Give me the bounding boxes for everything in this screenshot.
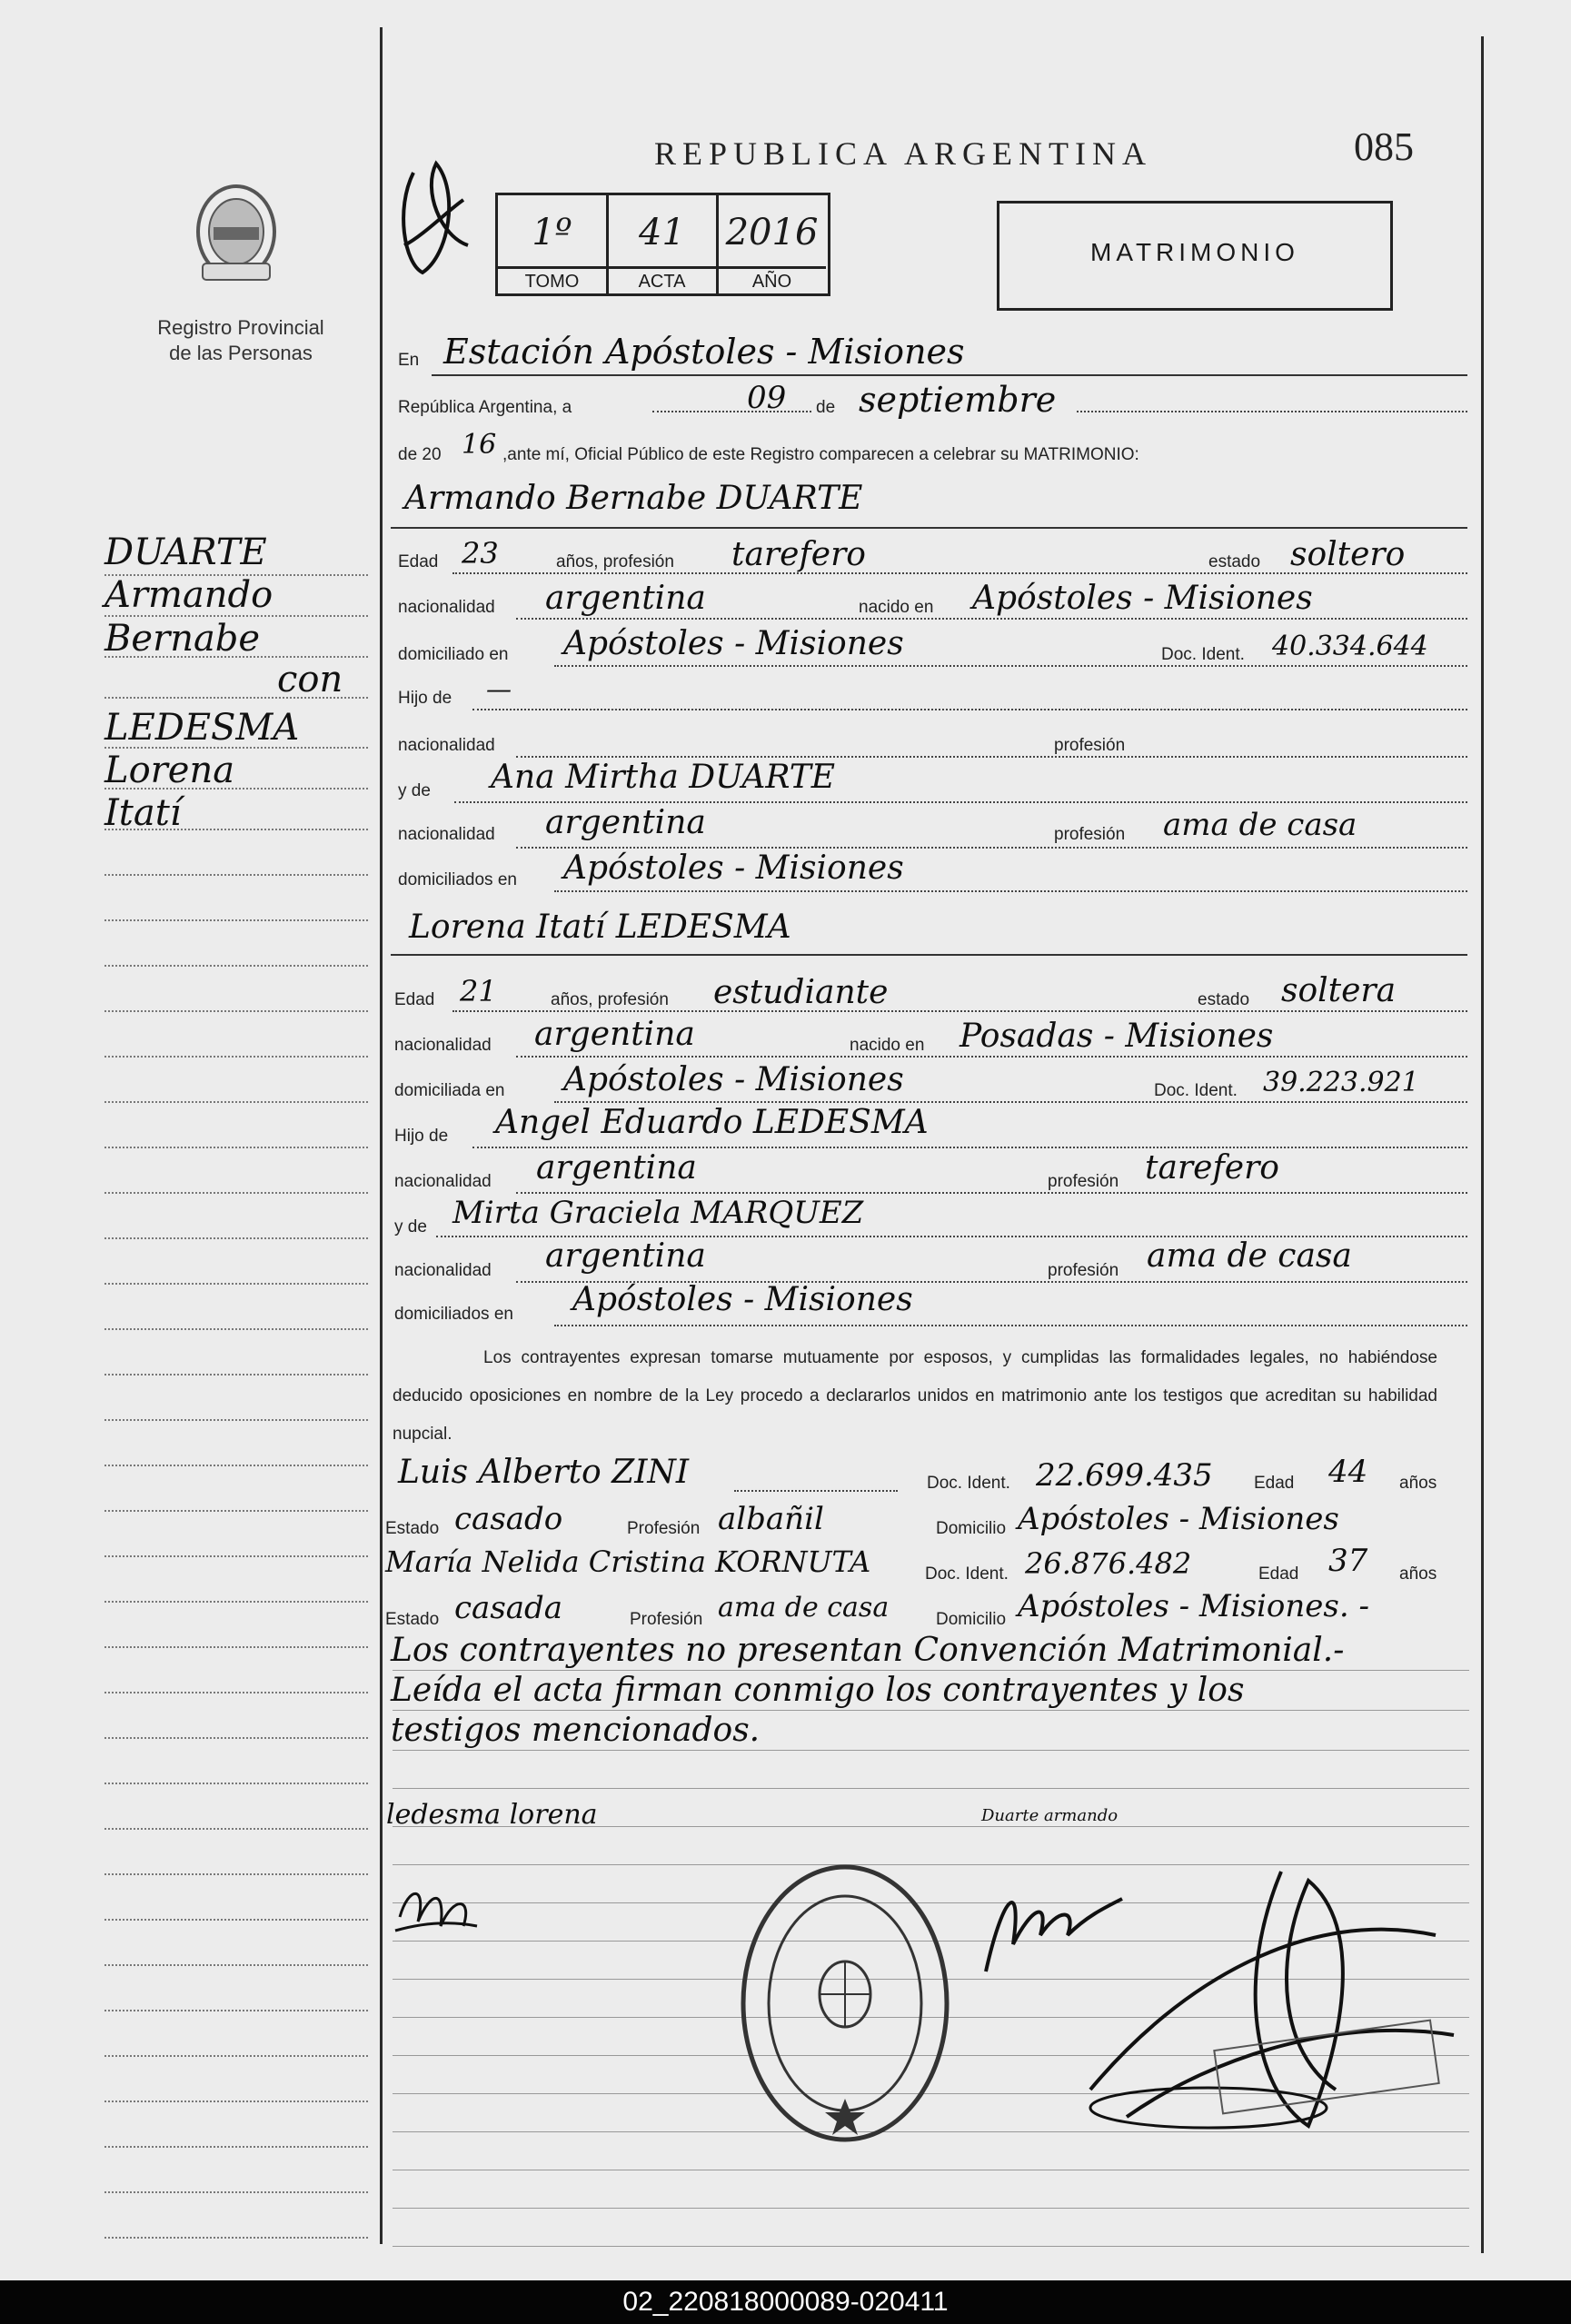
father-nationality-line [516, 756, 1467, 758]
groom-nationality-line [516, 618, 1467, 620]
margin-rule [104, 1655, 368, 1693]
bride-mother-nationality: argentina [545, 1237, 706, 1275]
mother-profession-label: profesión [1054, 825, 1126, 844]
left-margin-line [380, 27, 383, 2244]
margin-note-line: Armando [104, 574, 273, 616]
groom-parents-domicile-line [554, 890, 1467, 892]
edad-label: Edad [398, 552, 439, 571]
bride-father-nationality: argentina [536, 1149, 697, 1187]
margin-note-line: Bernabe [104, 618, 261, 660]
witness2-profession: ama de casa [718, 1592, 890, 1624]
closing-line-2: Leída el acta firman conmigo los contrayentes y los [391, 1672, 1245, 1709]
witness2-age: 37 [1328, 1543, 1368, 1579]
margin-rule [104, 2200, 368, 2239]
ruled-line [393, 1710, 1469, 1711]
groom-birthplace: Apóstoles - Misiones [972, 580, 1313, 617]
bride-domicile: Apóstoles - Misiones [563, 1061, 904, 1098]
bride-nacionalidad-label: nacionalidad [394, 1036, 492, 1055]
witness1-status: casado [454, 1501, 563, 1537]
hijo-label: Hijo de [398, 689, 452, 708]
bride-age: 21 [460, 974, 497, 1008]
tomo-value: 1º [532, 212, 572, 253]
registry-official-seal [736, 1858, 954, 2149]
acta-label: ACTA [608, 266, 716, 296]
tomo-acta-ano-box [495, 193, 830, 296]
domiciliados-label: domiciliados en [398, 870, 517, 889]
closing-line-1: Los contrayentes no presentan Convención Matrimonial.- [391, 1632, 1345, 1669]
witness2-edad-label: Edad [1258, 1564, 1299, 1584]
tomo-label: TOMO [498, 266, 606, 296]
ruled-line [393, 1670, 1469, 1671]
domiciliado-label: domiciliado en [398, 645, 509, 664]
record-type-box [997, 201, 1393, 311]
witness2-doc-label: Doc. Ident. [925, 1564, 1009, 1584]
groom-nationality: argentina [545, 580, 706, 617]
groom-mother-profession: ama de casa [1163, 807, 1357, 843]
margin-rule [104, 2064, 368, 2102]
margin-rule [104, 1519, 368, 1557]
bride-nationality-line [516, 1056, 1467, 1058]
ceremony-month: septiembre [859, 380, 1057, 420]
witness1-profesion-label: Profesión [627, 1519, 701, 1538]
file-code-banner [0, 2280, 1571, 2324]
folio-number: 085 [1354, 124, 1414, 169]
father-profession-label: profesión [1054, 736, 1126, 755]
republica-label: República Argentina, a [398, 398, 572, 417]
margin-rule [104, 1201, 368, 1239]
right-margin-line [1481, 36, 1484, 2253]
bride-father: Angel Eduardo LEDESMA [495, 1104, 929, 1141]
margin-rule [104, 1928, 368, 1966]
acta-cell [608, 195, 719, 293]
witness2-anos-label: años [1399, 1564, 1437, 1584]
bride-nationality: argentina [534, 1016, 695, 1053]
country-title: REPUBLICA ARGENTINA [654, 135, 1153, 172]
ruled-line [393, 1750, 1469, 1751]
file-code: 02_220818000089-020411 [622, 2287, 949, 2317]
witness2-estado-label: Estado [385, 1610, 440, 1629]
bride-father-nationality-line [516, 1192, 1467, 1194]
groom-domicile-line [554, 665, 1467, 667]
bride-name: Lorena Itatí LEDESMA [409, 909, 791, 946]
bride-mother-nationality-label: nacionalidad [394, 1261, 492, 1280]
ceremony-place: Estación Apóstoles - Misiones [443, 332, 965, 372]
bride-mother-profession-label: profesión [1048, 1261, 1119, 1280]
margin-note-line: Itatí [104, 792, 182, 834]
margin-rule [104, 1156, 368, 1194]
bride-domicile-line [554, 1101, 1467, 1103]
groom-profession: tarefero [731, 536, 866, 573]
margin-rule [104, 1246, 368, 1285]
groom-domicile: Apóstoles - Misiones [563, 625, 904, 662]
year-prefix: de 20 [398, 445, 442, 464]
ceremony-day: 09 [747, 380, 787, 416]
margin-rule [104, 974, 368, 1012]
year-suffix: 16 [462, 429, 497, 461]
groom-mother-line [454, 801, 1467, 803]
margin-rule [104, 1746, 368, 1784]
registry-name [136, 315, 345, 366]
witness1-document: 22.699.435 [1036, 1457, 1213, 1494]
civil-registrar-signature-and-stamp [1072, 1853, 1472, 2144]
witness1-edad-label: Edad [1254, 1474, 1295, 1493]
bride-birthplace: Posadas - Misiones [960, 1018, 1274, 1055]
mother-nationality-label: nacionalidad [398, 825, 495, 844]
groom-status: soltero [1290, 536, 1406, 573]
margin-note-line: con [277, 659, 343, 700]
bride-nacido-label: nacido en [850, 1036, 925, 1055]
witness2-status: casada [454, 1590, 563, 1626]
bride-profesion-label: años, profesión [551, 990, 669, 1009]
bride-doc-label: Doc. Ident. [1154, 1081, 1238, 1100]
bride-estado-label: estado [1198, 990, 1250, 1009]
groom-father: — [486, 674, 512, 704]
margin-rule [104, 1882, 368, 1921]
groom-name-line [391, 527, 1467, 529]
ano-value: 2016 [725, 212, 819, 253]
witness2-domicile: Apóstoles - Misiones. - [1018, 1588, 1369, 1624]
margin-rule [104, 2155, 368, 2193]
doc-label: Doc. Ident. [1161, 645, 1245, 664]
margin-rule [104, 1701, 368, 1739]
bride-hijo-label: Hijo de [394, 1127, 449, 1146]
declaration-text: Los contrayentes expresan tomarse mutuamente por esposos, y cumplidas las formalidades legales, no habiéndose deducido oposiciones en nombre de la Ley procedo a declararlos unidos en matrimonio ante los testigos que acreditan su habilidad nupcial. [393, 1348, 1437, 1444]
ruled-line [393, 2208, 1469, 2209]
bride-status: soltera [1281, 972, 1397, 1009]
day-line [652, 411, 811, 412]
margin-note-line: LEDESMA [104, 707, 300, 749]
bride-father-profession: tarefero [1145, 1149, 1279, 1187]
groom-signature: Duarte armando [981, 1806, 1119, 1825]
ruled-line [393, 1788, 1469, 1789]
bride-y-de-label: y de [394, 1217, 427, 1236]
groom-age-line [452, 572, 1467, 574]
groom-father-line [472, 709, 1467, 710]
margin-rule [104, 838, 368, 876]
officer-initial-signature [386, 154, 477, 291]
ruled-line [393, 2246, 1469, 2247]
nacionalidad-label: nacionalidad [398, 598, 495, 617]
bride-parents-domicile: Apóstoles - Misiones [572, 1281, 913, 1318]
witness2-name: María Nelida Cristina KORNUTA [385, 1544, 871, 1579]
margin-rule [104, 1564, 368, 1603]
bride-father-nationality-label: nacionalidad [394, 1172, 492, 1191]
margin-rule [104, 1973, 368, 2011]
witness1-age: 44 [1328, 1454, 1368, 1490]
margin-note-line: Lorena [104, 750, 235, 791]
margin-rule [104, 2019, 368, 2057]
margin-rule [104, 1428, 368, 1466]
groom-mother: Ana Mirtha DUARTE [491, 759, 836, 796]
bride-profession: estudiante [713, 974, 889, 1011]
margin-rule [104, 2110, 368, 2148]
margin-rule [104, 1292, 368, 1330]
bride-father-line [472, 1147, 1467, 1148]
witness2-profesion-label: Profesión [630, 1610, 703, 1629]
bride-domiciliados-label: domiciliados en [394, 1305, 513, 1324]
bride-signature: ledesma lorena [386, 1799, 598, 1831]
nacido-label: nacido en [859, 598, 934, 617]
groom-mother-nationality: argentina [545, 804, 706, 841]
margin-rule [104, 1610, 368, 1648]
closing-line-3: testigos mencionados. [391, 1712, 761, 1749]
month-line [1077, 411, 1467, 412]
intro-text: ,ante mí, Oficial Público de este Registro comparecen a celebrar su MATRIMONIO: [502, 445, 1139, 464]
margin-rule [104, 1110, 368, 1148]
groom-age: 23 [462, 536, 499, 571]
margin-rule [104, 1337, 368, 1376]
acta-value: 41 [639, 212, 685, 253]
en-label: En [398, 351, 420, 370]
father-nationality-label: nacionalidad [398, 736, 495, 755]
record-type: MATRIMONIO [1090, 238, 1299, 266]
witness1-domicile: Apóstoles - Misiones [1018, 1501, 1339, 1537]
groom-mother-nationality-line [516, 847, 1467, 849]
margin-rule [104, 1474, 368, 1512]
registry-line-1: Registro Provincial [157, 316, 324, 339]
profesion-label: años, profesión [556, 552, 674, 571]
bride-parents-domicile-line [554, 1325, 1467, 1326]
tomo-cell [498, 195, 609, 293]
witness1-domicilio-label: Domicilio [936, 1519, 1007, 1538]
bride-edad-label: Edad [394, 990, 435, 1009]
place-line [432, 374, 1467, 376]
margin-rule [104, 929, 368, 967]
domiciliada-label: domiciliada en [394, 1081, 505, 1100]
bride-father-profession-label: profesión [1048, 1172, 1119, 1191]
margin-rule [104, 1837, 368, 1875]
witness2-document: 26.876.482 [1025, 1546, 1192, 1581]
y-de-label: y de [398, 781, 431, 800]
margin-rule [104, 1065, 368, 1103]
bride-mother-profession: ama de casa [1147, 1237, 1352, 1275]
de-label: de [816, 398, 836, 417]
witness1-estado-label: Estado [385, 1519, 440, 1538]
margin-rule [104, 883, 368, 921]
groom-parents-domicile: Apóstoles - Misiones [563, 849, 904, 887]
margin-rule [104, 1792, 368, 1830]
witness1-doc-label: Doc. Ident. [927, 1474, 1010, 1493]
registry-line-2: de las Personas [169, 342, 313, 364]
witness1-profession: albañil [718, 1501, 824, 1537]
bride-document: 39.223.921 [1263, 1067, 1419, 1098]
margin-note-line: DUARTE [104, 531, 267, 573]
bride-mother: Mirta Graciela MARQUEZ [452, 1195, 864, 1231]
witness-signature-1 [391, 1881, 482, 1944]
witness2-domicilio-label: Domicilio [936, 1610, 1007, 1629]
groom-name: Armando Bernabe DUARTE [404, 480, 863, 517]
bride-name-line [391, 954, 1467, 956]
witness1-name: Luis Alberto ZINI [398, 1454, 690, 1491]
ano-cell [718, 195, 826, 293]
witness1-anos-label: años [1399, 1474, 1437, 1493]
margin-rule [104, 1383, 368, 1421]
misiones-coat-of-arms-icon [186, 177, 286, 295]
groom-document: 40.334.644 [1272, 631, 1428, 662]
estado-label: estado [1208, 552, 1261, 571]
margin-rule [104, 1019, 368, 1058]
ano-label: AÑO [718, 266, 826, 296]
bride-age-line [452, 1010, 1467, 1012]
witness1-name-line [734, 1490, 898, 1492]
